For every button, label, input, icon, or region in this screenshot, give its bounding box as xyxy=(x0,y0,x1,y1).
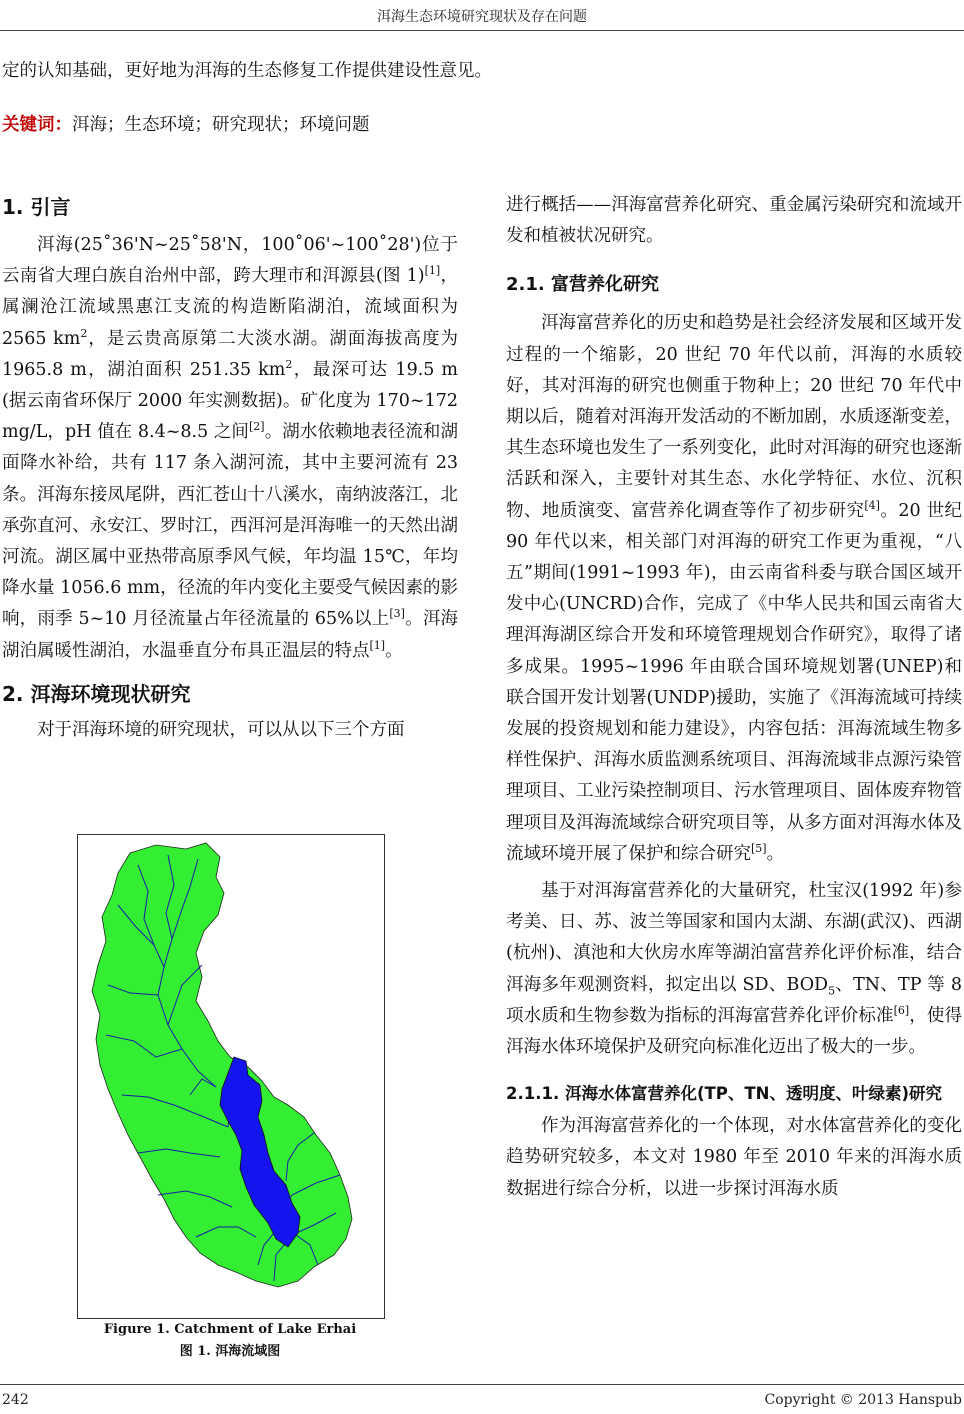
page-number: 242 xyxy=(2,1392,29,1408)
section2-paragraph-right: 进行概括——洱海富营养化研究、重金属污染研究和流域开发和植被状况研究。 xyxy=(506,195,962,247)
section1-paragraph: 洱海(25˚36'N~25˚58'N，100˚06'~100˚28')位于云南省大理白族自治州中部，跨大理市和洱源县(图 1)[1]，属澜沧江流域黑惠江支流的构造断陷湖泊，流域面积为 2565 $km^2$，是云贵高原第二大淡水湖。湖面海拔高度为 1965.8 m，湖泊面积 251.35 $km^2$，最深可达 19.5 m (据云南省环保厅 2000 年实测数据)。矿化度为 170~172 mg/L，pH 值在 8.4~8.5 之间[2]。湖水依赖地表径流和湖面降水补给，共有 117 条入湖河流，其中主要河流有 23 条。洱海东接凤尾阱，西汇苍山十八溪水，南纳波落江，北承弥直河、永安江、罗时江，西洱河是洱海唯一的天然出湖河流。湖区属中亚热带高原季风气候，年均温 15℃，年均降水量 1056.6 mm，径流的年内变化主要受气候因素的影响，雨季 5~10 月径流量占年径流量的 65%以上[3]。洱海湖泊属暖性湖泊，水温垂直分布具正温层的特点[1]。 xyxy=(2,235,459,661)
section1-heading: 1. 引言 xyxy=(2,195,71,219)
right-column xyxy=(506,190,962,1205)
section21-paragraph-1: 洱海富营养化的历史和趋势是社会经济发展和区域开发过程的一个缩影，20 世纪 70 年代以前，洱海的水质较好，其对洱海的研究也侧重于物种上；20 世纪 70 年代中期以后，随着对洱海开发活动的不断加剧，水质逐渐变差，其生态环境也发生了一系列变化，此时对洱海的研究也逐渐活跃和深入，主要针对其生态、水化学特征、水位、沉积物、地质演变、富营养化调查等作了初步研究[4]。20 世纪 90 年代以来，相关部门对洱海的研究工作更为重视，“八五”期间(1991~1993 年)，由云南省科委与联合国区域开发中心(UNCRD)合作，完成了《中华人民共和国云南省大理洱海湖区综合开发和环境管理规划合作研究》，取得了诸多成果。1995~1996 年由联合国环境规划署(UNEP)和联合国开发计划署(UNDP)援助，实施了《洱海流域可持续发展的投资规划和能力建设》，内容包括：洱海流域生物多样性保护、洱海水质监测系统项目、洱海流域非点源污染管理项目、工业污染控制项目、污水管理项目、固体废弃物管理项目及洱海流域综合研究项目等，从多方面对洱海水体及流域环境开展了保护和综合研究[5]。 xyxy=(506,313,962,864)
header-rule xyxy=(0,30,964,31)
catchment-area xyxy=(92,843,352,1287)
figure-catchment-map xyxy=(77,834,385,1319)
keywords-text: 洱海；生态环境；研究现状；环境问题 xyxy=(72,115,370,135)
section2-heading: 2. 洱海环境现状研究 xyxy=(2,681,191,706)
intro-tail: 定的认知基础，更好地为洱海的生态修复工作提供建设性意见。 xyxy=(2,61,492,81)
catchment-map-svg xyxy=(78,835,384,1318)
section211-heading: 2.1.1. 洱海水体富营养化(TP、TN、透明度、叶绿素)研究 xyxy=(506,1084,942,1104)
section2-paragraph-left: 对于洱海环境的研究现状，可以从以下三个方面 xyxy=(37,719,405,740)
figure-caption-en: Figure 1. Catchment of Lake Erhai xyxy=(103,1322,357,1337)
keywords-label: 关键词： xyxy=(2,115,72,135)
running-header: 洱海生态环境研究现状及存在问题 xyxy=(377,9,587,25)
section21-heading: 2.1. 富营养化研究 xyxy=(506,274,659,296)
section211-paragraph: 作为洱海富营养化的一个体现，对水体富营养化的变化趋势研究较多，本文对 1980 年至 2010 年来的洱海水质数据进行综合分析，以进一步探讨洱海水质 xyxy=(506,1116,962,1199)
footer-rule xyxy=(0,1384,964,1385)
left-column xyxy=(2,190,458,746)
keywords-line xyxy=(2,110,962,141)
section21-paragraph-2: 基于对洱海富营养化的大量研究，杜宝汉(1992 年)参考美、日、苏、波兰等国家和国内太湖、东湖(武汉)、西湖(杭州)、滇池和大伙房水库等湖泊富营养化评价标准，结合洱海多年观测资料，拟定出以 SD、$BOD_5$、TN、TP 等 8 项水质和生物参数为指标的洱海富营养化评价标准[6]，使得洱海水体环境保护及研究向标准化迈出了极大的一步。 xyxy=(506,881,963,1058)
figure-caption-zh: 图 1. 洱海流域图 xyxy=(179,1344,281,1359)
copyright: Copyright © 2013 Hanspub xyxy=(764,1392,962,1408)
